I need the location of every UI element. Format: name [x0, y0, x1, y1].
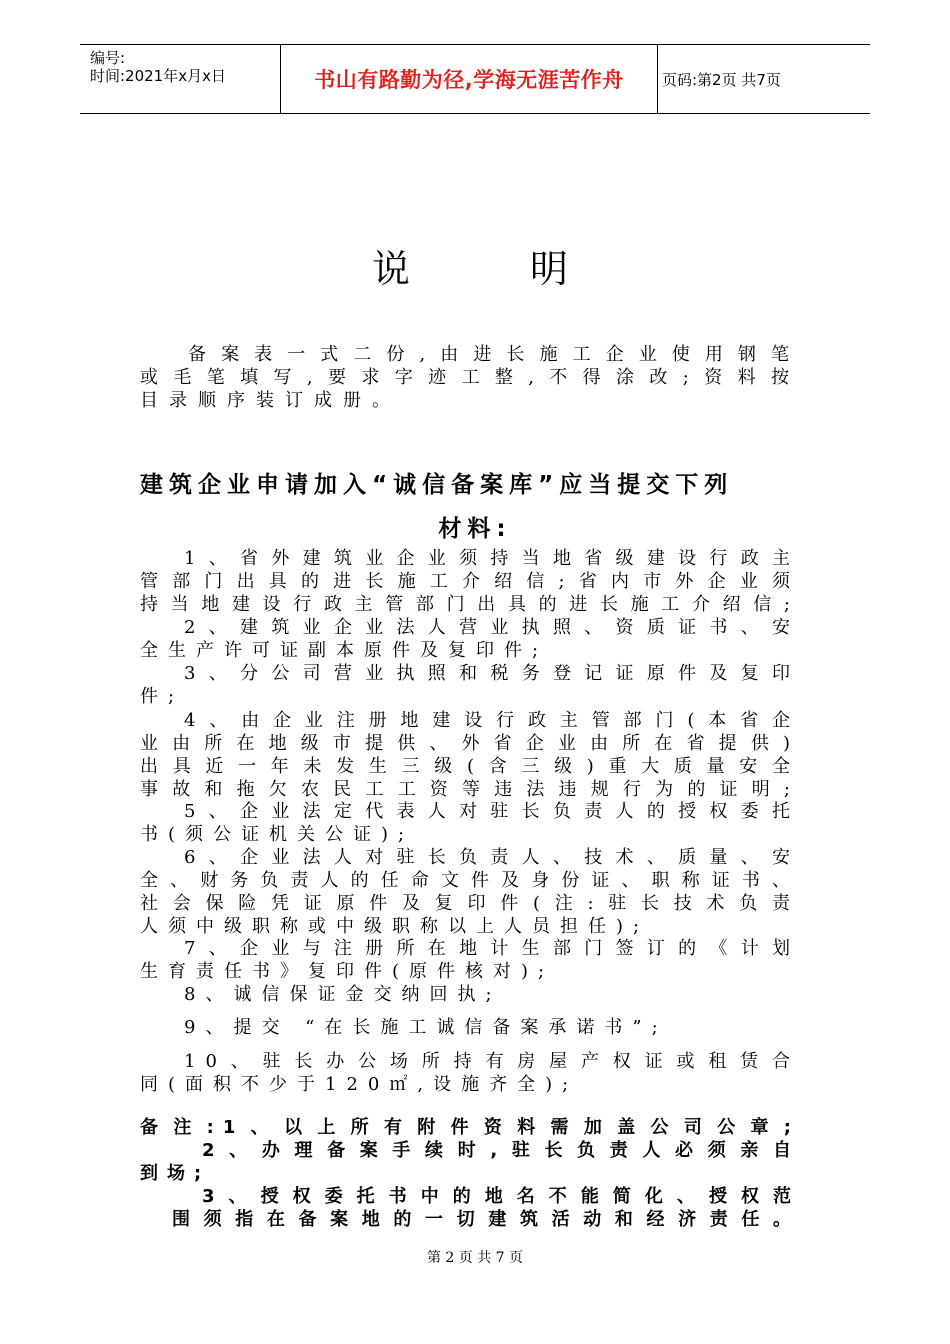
- note-line: 2、办理备案手续时,驻长负责人必须亲自: [202, 1140, 800, 1161]
- header-page-label: 页码:第2页 共7页: [662, 70, 781, 89]
- item-line: 1、省外建筑业企业须持当地省级建设行政主: [184, 548, 800, 569]
- item-line: 同(面积不少于120㎡,设施齐全);: [140, 1074, 579, 1095]
- list-item: [140, 800, 800, 846]
- item-line: 持当地建设行政主管部门出具的进长施工介绍信;: [140, 594, 800, 615]
- item-line: 书(须公证机关公证);: [140, 824, 415, 845]
- materials-heading: 建筑企业申请加入“诚信备案库”应当提交下列: [140, 472, 734, 498]
- list-item: [140, 616, 800, 662]
- list-item: [140, 662, 800, 708]
- item-line: 业由所在地级市提供、外省企业由所在省提供): [140, 733, 800, 754]
- intro-line: 备案表一式二份,由进长施工企业使用钢笔: [188, 344, 800, 365]
- item-line: 社会保险凭证原件及复印件(注:驻长技术负责: [140, 893, 800, 914]
- intro-line: 目录顺序装订成册。: [140, 390, 401, 411]
- item-line: 生育责任书》复印件(原件核对);: [140, 961, 555, 982]
- item-line: 10、驻长办公场所持有房屋产权证或租赁合: [184, 1051, 800, 1072]
- list-item: [140, 1050, 800, 1096]
- item-line: 人须中级职称或中级职称以上人员担任);: [140, 916, 650, 937]
- list-item: [140, 709, 800, 801]
- number-label: 编号:: [90, 49, 126, 67]
- item-line: 6、企业法人对驻长负责人、技术、质量、安: [184, 847, 800, 868]
- item-line: 管部门出具的进长施工介绍信;省内市外企业须: [140, 571, 800, 592]
- item-line: 件;: [140, 686, 185, 707]
- item-line: 7、企业与注册所在地计生部门签订的《计划: [184, 938, 800, 959]
- page-title: 说明: [371, 247, 688, 291]
- page-header: [80, 44, 870, 114]
- item-line: 2、建筑业企业法人营业执照、资质证书、安: [184, 617, 800, 638]
- item-line: 5、企业法定代表人对驻长负责人的授权委托: [184, 801, 800, 822]
- header-motto: 书山有路勤为径,学海无涯苦作舟: [314, 68, 624, 92]
- item-line: 全、财务负责人的任命文件及身份证、职称证书、: [140, 870, 800, 891]
- item-line: 8、诚信保证金交纳回执;: [184, 984, 502, 1005]
- header-meta-cell: [80, 45, 280, 113]
- item-line: 事故和拖欠农民工工资等违法违规行为的证明;: [140, 779, 800, 800]
- item-line: 全生产许可证副本原件及复印件;: [140, 640, 549, 661]
- item-line: 出具近一年未发生三级(含三级)重大质量安全: [140, 756, 800, 777]
- intro-paragraph: [140, 343, 800, 412]
- note-line: 3、授权委托书中的地名不能简化、授权范: [202, 1186, 800, 1207]
- list-item: [140, 846, 800, 938]
- list-item: [140, 937, 800, 983]
- note-line: 围须指在备案地的一切建筑活动和经济责任。: [172, 1209, 800, 1230]
- note-line: 备注:1、以上所有附件资料需加盖公司公章;: [140, 1117, 800, 1138]
- notes-block: [140, 1116, 800, 1231]
- item-line: 4、由企业注册地建设行政主管部门(本省企: [184, 710, 800, 731]
- item-line: 3、分公司营业执照和税务登记证原件及复印: [184, 663, 800, 684]
- intro-line: 或毛笔填写,要求字迹工整,不得涂改;资料按: [140, 367, 800, 388]
- header-divider: [657, 45, 658, 113]
- list-item: [140, 547, 800, 616]
- note-line: 到场;: [140, 1163, 211, 1184]
- materials-heading-cont: 材料:: [438, 516, 512, 542]
- page-footer: 第 2 页 共 7 页: [426, 1250, 524, 1266]
- list-item: [140, 983, 800, 1006]
- item-line: 9、提交 “在长施工诚信备案承诺书”;: [184, 1017, 668, 1038]
- time-label: 时间:2021年x月x日: [90, 67, 226, 85]
- list-item: [140, 1016, 800, 1039]
